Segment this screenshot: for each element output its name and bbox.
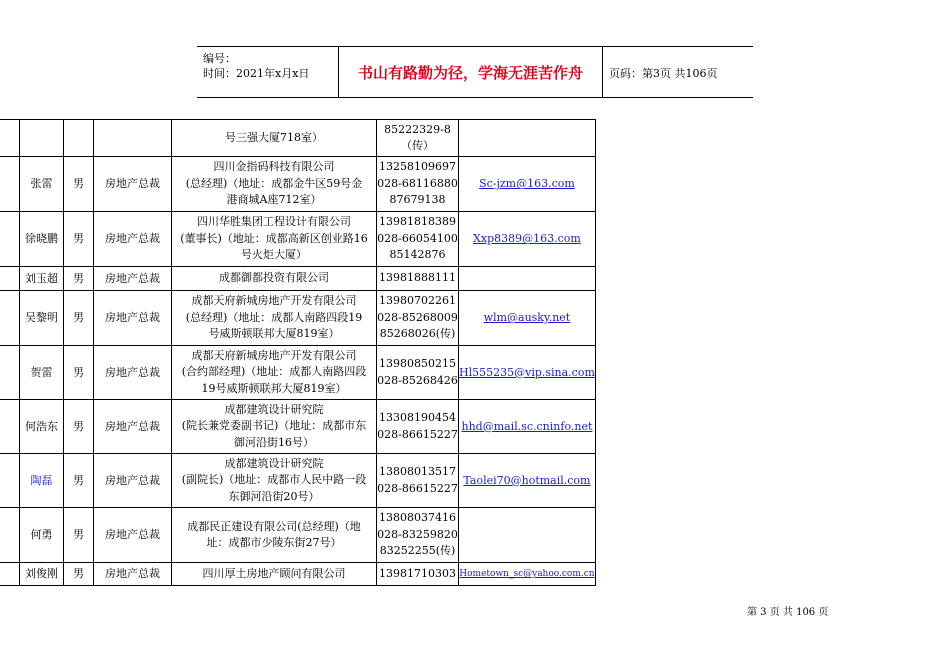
address-line: 成都御都投资有限公司 [219,271,329,285]
name-cell: 何勇 [20,508,64,563]
name-cell: 张雷 [20,157,64,212]
email-cell [459,346,596,400]
row-marker-cell [0,508,20,563]
title-cell: 房地产总裁 [94,267,172,291]
address-cell [172,400,377,454]
name-cell: 吴黎明 [20,291,64,346]
title-cell: 房地产总裁 [94,400,172,454]
address-line: 四川华胜集团工程设计有限公司 [197,215,351,229]
address-line: 19号威斯顿联邦大厦819室） [201,381,347,395]
email-link[interactable]: Taolei70@hotmail.com [463,473,591,487]
number-label: 编号： [203,52,236,65]
phone-line: 13981888111 [379,271,456,285]
contact-table [0,119,596,586]
address-line: (院长兼党委副书记)（地址：成都市东 [181,419,367,433]
row-marker-cell [0,157,20,212]
address-line: 号三强大厦718室） [225,130,323,144]
header-meta [203,51,309,81]
table-row [0,212,595,267]
email-link[interactable]: Sc-jzm@163.com [479,177,575,191]
email-cell [459,212,596,267]
title-cell [94,120,172,157]
gender-cell: 男 [64,563,94,586]
phone-line: 13980850215 [379,357,456,370]
gender-cell: 男 [64,400,94,454]
email-link[interactable]: Hl555235@vip.sina.com [459,365,595,379]
phone-line: 028-86615227 [377,427,458,441]
title-cell: 房地产总裁 [94,212,172,267]
phone-cell [377,212,459,267]
address-cell [172,454,377,508]
phone-cell [377,291,459,346]
phone-line: 028-85268426 [377,373,458,387]
email-cell [459,267,596,291]
phone-line: 87679138 [389,193,446,207]
address-cell [172,212,377,267]
gender-cell: 男 [64,346,94,400]
row-marker-cell [0,563,20,586]
address-line: 御河沿街16号） [234,435,314,449]
title-cell: 房地产总裁 [94,291,172,346]
title-cell: 房地产总裁 [94,508,172,563]
row-marker-cell [0,346,20,400]
phone-cell [377,157,459,212]
phone-line: 85142876 [389,248,446,262]
row-marker-cell [0,454,20,508]
name-cell: 何浩东 [20,400,64,454]
phone-cell [377,267,459,291]
email-link[interactable]: Hometown_sc@yahoo.com.cn [459,569,595,580]
email-cell [459,563,596,586]
phone-line: 13308190454 [379,411,456,424]
address-line: 东御河沿街20号） [228,489,320,503]
email-link[interactable]: hhd@mail.sc.cninfo.net [461,419,593,433]
name-cell [20,120,64,157]
phone-cell [377,346,459,400]
phone-line: 028-86615227 [377,481,458,495]
page-header [197,46,753,98]
address-line: (合约部经理)（地址：成都人南路四段 [181,365,367,379]
phone-line: 13981818389 [379,215,456,229]
phone-line: 85268026(传) [379,327,456,341]
name-cell: 陶磊 [20,454,64,508]
table-row [0,563,595,586]
address-line: 四川厚土房地产顾问有限公司 [202,566,346,580]
address-line: 号威斯顿联邦大厦819室） [208,327,340,341]
address-line: (总经理)（地址：成都人南路四段19 [185,310,363,324]
name-cell: 刘俊刚 [20,563,64,586]
address-cell [172,508,377,563]
row-marker-cell [0,400,20,454]
address-line: 成都天府新城房地产开发有限公司 [191,348,357,362]
table-row [0,346,595,400]
phone-line: 85222329-8 [384,122,451,136]
table-row [0,454,595,508]
table-row [0,400,595,454]
address-line: 址：成都市少陵东街27号） [206,536,342,549]
address-line: 成都天府新城房地产开发有限公司 [191,294,357,308]
address-line: 成都建筑设计研究院 [224,402,324,416]
gender-cell: 男 [64,267,94,291]
phone-line: 13258109697 [379,160,456,174]
address-cell [172,346,377,400]
address-cell [172,291,377,346]
name-cell: 贺雷 [20,346,64,400]
table-row [0,267,595,291]
address-line: (总经理)（地址：成都金牛区59号金 [185,176,363,190]
phone-line: 028-83259820 [377,527,458,541]
row-marker-cell [0,212,20,267]
header-page-number: 页码：第3页 共106页 [609,67,718,80]
date-label: 时间：2021年x月x日 [203,67,310,80]
email-link[interactable]: wlm@ausky.net [483,311,571,325]
email-cell [459,454,596,508]
email-cell [459,291,596,346]
address-line: (副院长)（地址：成都市人民中路一段 [181,473,367,487]
address-cell [172,120,377,157]
phone-cell [377,454,459,508]
address-cell [172,157,377,212]
name-cell: 刘玉超 [20,267,64,291]
phone-line: 028-68116880 [377,176,458,190]
table-row [0,291,595,346]
phone-cell [377,400,459,454]
gender-cell: 男 [64,508,94,563]
phone-cell [377,508,459,563]
row-marker-cell [0,120,20,157]
address-line: 成都建筑设计研究院 [224,456,324,470]
phone-line: 13981710303 [379,566,456,580]
email-cell [459,508,596,563]
phone-line: 028-85268009 [377,310,458,324]
gender-cell: 男 [64,212,94,267]
phone-line: 83252255(传) [379,544,456,558]
gender-cell: 男 [64,454,94,508]
email-cell [459,400,596,454]
table-row [0,120,595,157]
address-line: 四川金指码科技有限公司 [213,160,335,174]
address-line: 号火炬大厦） [241,248,307,262]
gender-cell: 男 [64,291,94,346]
address-cell [172,267,377,291]
phone-line: 13808037416 [379,511,456,525]
table-row [0,508,595,563]
name-cell: 徐晓鹏 [20,212,64,267]
gender-cell [64,120,94,157]
address-line: 成都民正建设有限公司(总经理)（地 [187,519,361,533]
header-motto: 书山有路勤为径，学海无涯苦作舟 [357,63,583,82]
row-marker-cell [0,267,20,291]
phone-line: 13808013517 [379,465,456,478]
title-cell: 房地产总裁 [94,563,172,586]
phone-cell [377,563,459,586]
title-cell: 房地产总裁 [94,346,172,400]
email-link[interactable]: Xxp8389@163.com [473,232,581,246]
phone-line: 13980702261 [379,294,456,308]
title-cell: 房地产总裁 [94,157,172,212]
page-footer: 第 3 页 共 106 页 [747,607,829,618]
email-cell [459,157,596,212]
address-line: (董事长)（地址：成都高新区创业路16 [180,231,368,245]
table-row [0,157,595,212]
phone-line: 028-66054100 [377,231,458,245]
address-cell [172,563,377,586]
phone-cell [377,120,459,157]
header-divider [602,47,603,97]
row-marker-cell [0,291,20,346]
email-cell [459,120,596,157]
title-cell: 房地产总裁 [94,454,172,508]
address-line: 港商城A座712室） [226,193,322,207]
gender-cell: 男 [64,157,94,212]
phone-line: （传） [401,139,434,152]
